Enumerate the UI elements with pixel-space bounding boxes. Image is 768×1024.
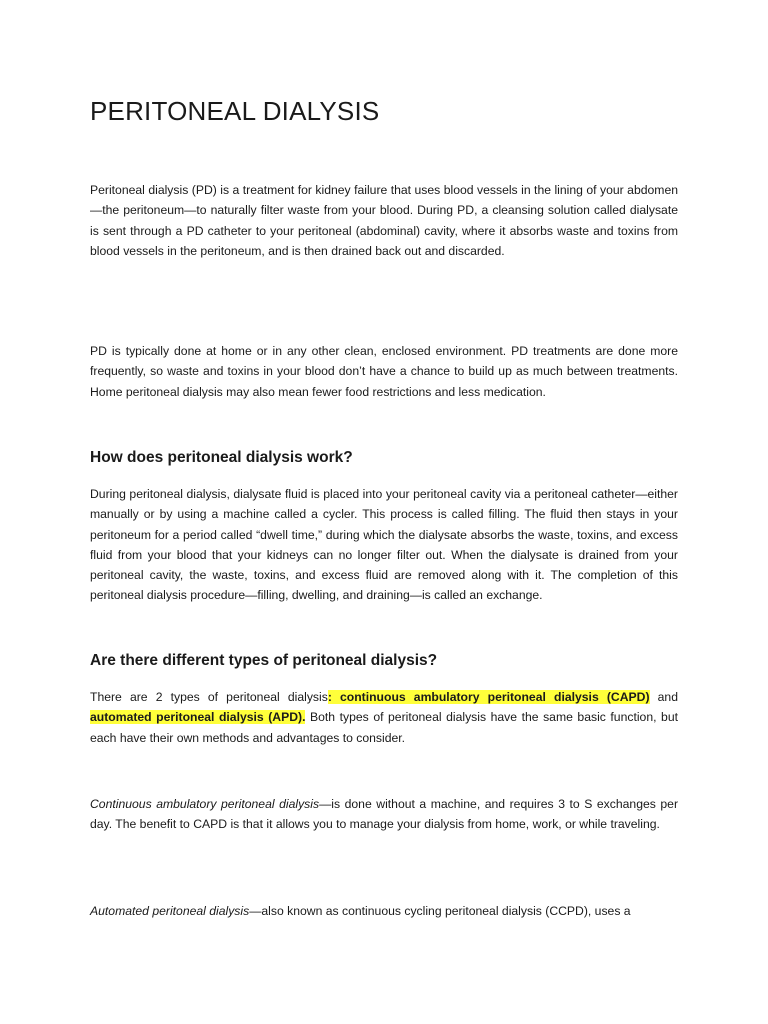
apd-description: —also known as continuous cycling peritoneal dialysis (CCPD), uses a xyxy=(249,904,631,918)
apd-term: Automated peritoneal dialysis xyxy=(90,904,250,918)
capd-description: —is done without a machine, and requires 3 to S exchanges per day. The benefit to CAPD is that it allows you to manage your dialysis from home, work, or while traveling. xyxy=(90,797,679,832)
types-text-2: and xyxy=(649,690,678,704)
paragraph-home-pd: PD is typically done at home or in any other clean, enclosed environment. PD treatments are done more frequently, so waste and toxins in your blood don’t have a chance to build up as much between treatments. Home peritoneal dialysis may also mean fewer food restrictions and less medication. xyxy=(90,344,678,399)
highlight-apd: automated peritoneal dialysis (APD). xyxy=(90,710,306,725)
paragraph-intro: Peritoneal dialysis (PD) is a treatment for kidney failure that uses blood vessels in the lining of your abdomen—the peritoneum—to naturally filter waste from your blood. During PD, a cleansing solution called dialysate is sent through a PD catheter to your peritoneal (abdominal) cavity, where it absorbs waste and toxins from blood vessels in the peritoneum, and is then drained back out and discarded. xyxy=(90,183,678,258)
paragraph-types xyxy=(90,687,678,748)
heading-types: Are there different types of peritoneal dialysis? xyxy=(90,652,438,669)
highlight-capd: : continuous ambulatory peritoneal dialysis (CAPD) xyxy=(327,690,650,704)
paragraph-how-it-works: During peritoneal dialysis, dialysate fluid is placed into your peritoneal cavity via a peritoneal catheter—either manually or by using a machine called a cycler. This process is called filling. The fluid then stays in your peritoneum for a period called “dwell time,” during which the dialysate absorbs the waste, toxins, and excess fluid from your blood that your kidneys can no longer filter out. When the dialysate is drained from your peritoneal cavity, the waste, toxins, and excess fluid are removed along with it. The completion of this peritoneal dialysis procedure—filling, dwelling, and draining—is called an exchange. xyxy=(90,487,678,603)
types-text-3: Both types of peritoneal dialysis have the same basic function, but each have their own methods and advantages to consider. xyxy=(90,710,678,745)
heading-how-it-works: How does peritoneal dialysis work? xyxy=(90,449,353,466)
types-text-1: There are 2 types of peritoneal dialysis xyxy=(90,690,328,704)
paragraph-apd xyxy=(90,901,678,921)
document-title: PERITONEAL DIALYSIS xyxy=(90,96,380,126)
capd-term: Continuous ambulatory peritoneal dialysis xyxy=(90,797,320,811)
paragraph-capd xyxy=(90,794,678,835)
